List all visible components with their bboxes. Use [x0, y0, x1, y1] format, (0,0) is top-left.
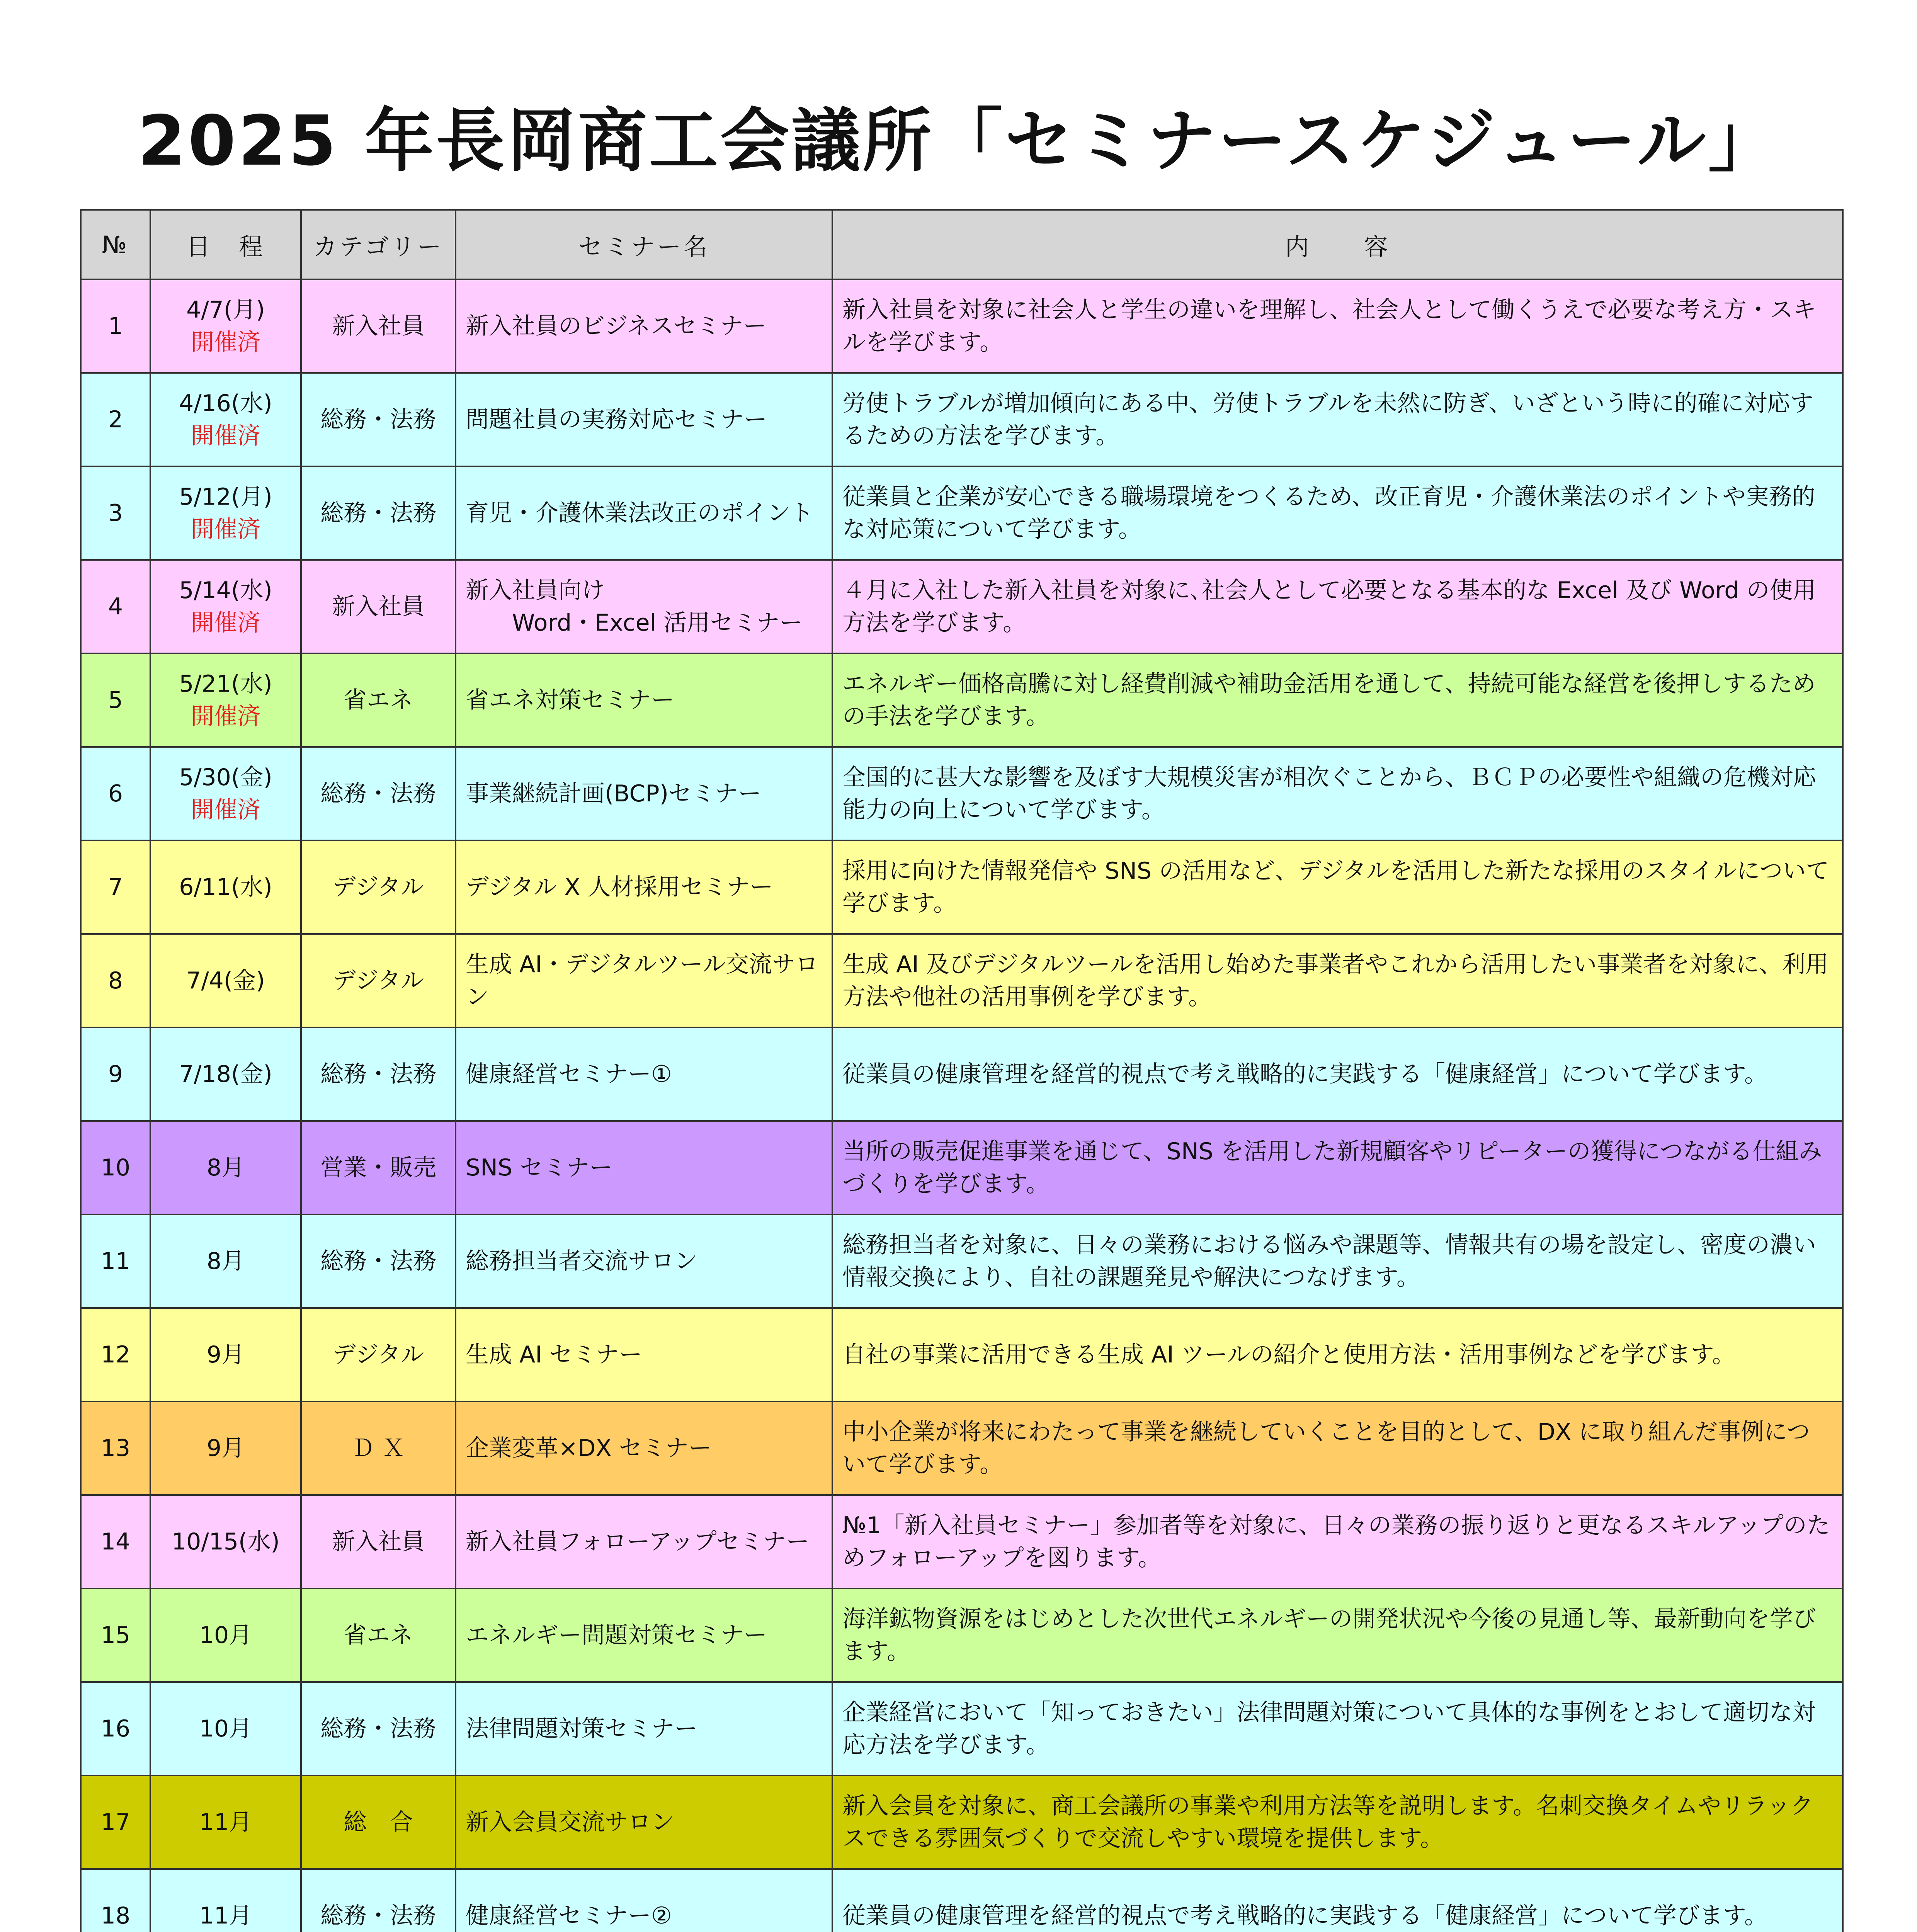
seminar-name-line: 新入社員のビジネスセミナー — [466, 313, 767, 340]
row-date-cell — [150, 934, 301, 1027]
row-category: 新入社員 — [301, 279, 456, 373]
row-category: 総 合 — [301, 1776, 456, 1869]
row-date: 9月 — [206, 1341, 245, 1368]
row-content: 自社の事業に活用できる生成 AI ツールの紹介と使用方法・活用事例などを学びます。 — [832, 1308, 1843, 1401]
row-date: 8月 — [206, 1154, 245, 1181]
header-seminar-name: セミナー名 — [456, 210, 832, 279]
row-content: 新入社員を対象に社会人と学生の違いを理解し、社会人として働くうえで必要な考え方・スキルを学びます。 — [832, 279, 1843, 373]
row-category: 省エネ — [301, 653, 456, 747]
row-seminar-name — [456, 1308, 832, 1401]
table-row — [81, 1214, 1843, 1308]
row-date: 4/16(水) — [179, 390, 272, 417]
row-date: 7/18(金) — [179, 1061, 272, 1088]
row-date-cell — [150, 279, 301, 373]
table-row — [81, 279, 1843, 373]
row-seminar-name — [456, 1588, 832, 1682]
row-date: 9月 — [206, 1435, 245, 1462]
row-seminar-name — [456, 466, 832, 560]
row-number: 10 — [81, 1121, 150, 1214]
row-number: 14 — [81, 1495, 150, 1588]
row-category: 総務・法務 — [301, 747, 456, 840]
seminar-name-line: Word・Excel 活用セミナー — [512, 609, 803, 636]
seminar-name-line: 生成 AI・デジタルツール交流サロン — [466, 951, 819, 1010]
row-date-cell — [150, 653, 301, 747]
row-content: 生成 AI 及びデジタルツールを活用し始めた事業者やこれから活用したい事業者を対象に、利用方法や他社の活用事例を学びます。 — [832, 934, 1843, 1027]
row-seminar-name — [456, 1776, 832, 1869]
page-title: 2025 年長岡商工会議所「セミナースケジュール」 — [138, 101, 1779, 181]
row-content: 労使トラブルが増加傾向にある中、労使トラブルを未然に防ぎ、いざという時に的確に対応するための方法を学びます。 — [832, 373, 1843, 466]
row-content: 従業員の健康管理を経営的視点で考え戦略的に実践する「健康経営」について学びます。 — [832, 1869, 1843, 1932]
row-number: 16 — [81, 1682, 150, 1776]
row-content: 当所の販売促進事業を通じて、SNS を活用した新規顧客やリピーターの獲得につながる仕組みづくりを学びます。 — [832, 1121, 1843, 1214]
held-status-label: 開催済 — [191, 516, 260, 543]
header-content: 内 容 — [832, 210, 1843, 279]
row-number: 1 — [81, 279, 150, 373]
row-seminar-name — [456, 1214, 832, 1308]
seminar-name-line: 問題社員の実務対応セミナー — [466, 406, 767, 433]
seminar-name-line: 法律問題対策セミナー — [466, 1715, 697, 1742]
row-date: 5/30(金) — [179, 764, 272, 791]
row-date-cell — [150, 1588, 301, 1682]
row-content: 中小企業が将来にわたって事業を継続していくことを目的として、DX に取り組んだ事例について学びます。 — [832, 1401, 1843, 1495]
table-row — [81, 653, 1843, 747]
held-status-label: 開催済 — [191, 422, 260, 449]
row-content: エネルギー価格高騰に対し経費削減や補助金活用を通して、持続可能な経営を後押しするための手法を学びます。 — [832, 653, 1843, 747]
row-number: 8 — [81, 934, 150, 1027]
row-seminar-name — [456, 653, 832, 747]
seminar-name-line: デジタル X 人材採用セミナー — [466, 874, 773, 901]
row-seminar-name — [456, 1682, 832, 1776]
row-category: 省エネ — [301, 1588, 456, 1682]
row-content: 海洋鉱物資源をはじめとした次世代エネルギーの開発状況や今後の見通し等、最新動向を学びます。 — [832, 1588, 1843, 1682]
row-category: 新入社員 — [301, 1495, 456, 1588]
row-content: 企業経営において「知っておきたい」法律問題対策について具体的な事例をとおして適切な対応方法を学びます。 — [832, 1682, 1843, 1776]
row-seminar-name — [456, 279, 832, 373]
row-date-cell — [150, 1869, 301, 1932]
row-number: 13 — [81, 1401, 150, 1495]
header-date: 日 程 — [150, 210, 301, 279]
row-date-cell — [150, 560, 301, 653]
row-date: 5/21(水) — [179, 670, 272, 697]
row-date-cell — [150, 1214, 301, 1308]
row-date-cell — [150, 466, 301, 560]
row-number: 18 — [81, 1869, 150, 1932]
row-category: 総務・法務 — [301, 373, 456, 466]
row-seminar-name — [456, 747, 832, 840]
row-seminar-name — [456, 373, 832, 466]
row-number: 12 — [81, 1308, 150, 1401]
row-date-cell — [150, 1495, 301, 1588]
table-row — [81, 1869, 1843, 1932]
table-row — [81, 1401, 1843, 1495]
header-category: カテゴリー — [301, 210, 456, 279]
row-content: 総務担当者を対象に、日々の業務における悩みや課題等、情報共有の場を設定し、密度の濃い情報交換により、自社の課題発見や解決につなげます。 — [832, 1214, 1843, 1308]
seminar-name-line: 省エネ対策セミナー — [466, 687, 674, 714]
row-number: 9 — [81, 1027, 150, 1121]
row-date-cell — [150, 747, 301, 840]
row-seminar-name — [456, 560, 832, 653]
row-seminar-name — [456, 1027, 832, 1121]
table-row — [81, 373, 1843, 466]
row-date: 10月 — [199, 1622, 252, 1649]
row-number: 15 — [81, 1588, 150, 1682]
seminar-name-line: 総務担当者交流サロン — [466, 1248, 697, 1275]
table-row — [81, 840, 1843, 934]
seminar-name-line: SNS セミナー — [466, 1154, 613, 1181]
row-seminar-name — [456, 934, 832, 1027]
row-date: 6/11(水) — [179, 874, 272, 901]
row-date-cell — [150, 1027, 301, 1121]
row-content: 従業員と企業が安心できる職場環境をつくるため、改正育児・介護休業法のポイントや実務的な対応策について学びます。 — [832, 466, 1843, 560]
seminar-name-line: 新入社員フォローアップセミナー — [466, 1528, 810, 1555]
held-status-label: 開催済 — [191, 796, 260, 823]
row-date: 10月 — [199, 1715, 252, 1742]
row-number: 2 — [81, 373, 150, 466]
seminar-schedule-table — [80, 209, 1844, 1932]
row-content: 採用に向けた情報発信や SNS の活用など、デジタルを活用した新たな採用のスタイルについて学びます。 — [832, 840, 1843, 934]
row-content: ４月に入社した新入社員を対象に､社会人として必要となる基本的な Excel 及び Word の使用方法を学びます。 — [832, 560, 1843, 653]
row-content: №1「新入社員セミナー」参加者等を対象に、日々の業務の振り返りと更なるスキルアップのためフォローアップを図ります。 — [832, 1495, 1843, 1588]
header-no: № — [81, 210, 150, 279]
row-date: 7/4(金) — [186, 967, 265, 994]
row-seminar-name — [456, 1121, 832, 1214]
row-seminar-name — [456, 840, 832, 934]
table-row — [81, 1027, 1843, 1121]
table-row — [81, 1495, 1843, 1588]
row-seminar-name — [456, 1401, 832, 1495]
row-category: 営業・販売 — [301, 1121, 456, 1214]
seminar-name-line: エネルギー問題対策セミナー — [466, 1622, 767, 1649]
row-date: 4/7(月) — [186, 296, 265, 323]
seminar-name-line: 生成 AI セミナー — [466, 1341, 642, 1368]
row-date-cell — [150, 1308, 301, 1401]
row-number: 5 — [81, 653, 150, 747]
table-row — [81, 934, 1843, 1027]
row-date: 5/12(月) — [179, 483, 272, 510]
seminar-name-line: 企業変革×DX セミナー — [466, 1435, 712, 1462]
row-category: Ｄ Ｘ — [301, 1401, 456, 1495]
row-date-cell — [150, 840, 301, 934]
row-date: 8月 — [206, 1248, 245, 1275]
seminar-name-line: 新入会員交流サロン — [466, 1809, 674, 1836]
row-category: 総務・法務 — [301, 466, 456, 560]
table-row — [81, 1308, 1843, 1401]
row-category: 新入社員 — [301, 560, 456, 653]
row-number: 4 — [81, 560, 150, 653]
table-row — [81, 466, 1843, 560]
table-row — [81, 1682, 1843, 1776]
row-date: 11月 — [199, 1902, 252, 1929]
row-category: デジタル — [301, 1308, 456, 1401]
row-seminar-name — [456, 1869, 832, 1932]
seminar-name-line: 新入社員向け — [466, 577, 605, 604]
row-category: 総務・法務 — [301, 1027, 456, 1121]
row-date-cell — [150, 1682, 301, 1776]
row-date-cell — [150, 1776, 301, 1869]
table-row — [81, 1121, 1843, 1214]
row-category: 総務・法務 — [301, 1682, 456, 1776]
row-category: 総務・法務 — [301, 1869, 456, 1932]
table-row — [81, 747, 1843, 840]
row-number: 7 — [81, 840, 150, 934]
held-status-label: 開催済 — [191, 703, 260, 730]
seminar-name-line: 健康経営セミナー② — [466, 1902, 672, 1929]
row-date-cell — [150, 1401, 301, 1495]
row-date-cell — [150, 373, 301, 466]
table-header-row — [81, 210, 1843, 279]
table-row — [81, 560, 1843, 653]
row-seminar-name — [456, 1495, 832, 1588]
row-content: 新入会員を対象に、商工会議所の事業や利用方法等を説明します。名刺交換タイムやリラックスできる雰囲気づくりで交流しやすい環境を提供します。 — [832, 1776, 1843, 1869]
row-category: デジタル — [301, 934, 456, 1027]
row-number: 11 — [81, 1214, 150, 1308]
seminar-name-line: 健康経営セミナー① — [466, 1061, 672, 1088]
row-number: 17 — [81, 1776, 150, 1869]
row-date-cell — [150, 1121, 301, 1214]
table-row — [81, 1776, 1843, 1869]
held-status-label: 開催済 — [191, 329, 260, 356]
held-status-label: 開催済 — [191, 609, 260, 636]
row-category: 総務・法務 — [301, 1214, 456, 1308]
row-content: 従業員の健康管理を経営的視点で考え戦略的に実践する「健康経営」について学びます。 — [832, 1027, 1843, 1121]
row-date: 5/14(水) — [179, 577, 272, 604]
row-number: 6 — [81, 747, 150, 840]
row-category: デジタル — [301, 840, 456, 934]
row-number: 3 — [81, 466, 150, 560]
seminar-name-line: 育児・介護休業法改正のポイント — [466, 500, 813, 527]
row-content: 全国的に甚大な影響を及ぼす大規模災害が相次ぐことから、ＢＣＰの必要性や組織の危機対応能力の向上について学びます。 — [832, 747, 1843, 840]
table-row — [81, 1588, 1843, 1682]
row-date: 11月 — [199, 1809, 252, 1836]
seminar-name-line: 事業継続計画(BCP)セミナー — [466, 780, 761, 807]
row-date: 10/15(水) — [172, 1528, 280, 1555]
